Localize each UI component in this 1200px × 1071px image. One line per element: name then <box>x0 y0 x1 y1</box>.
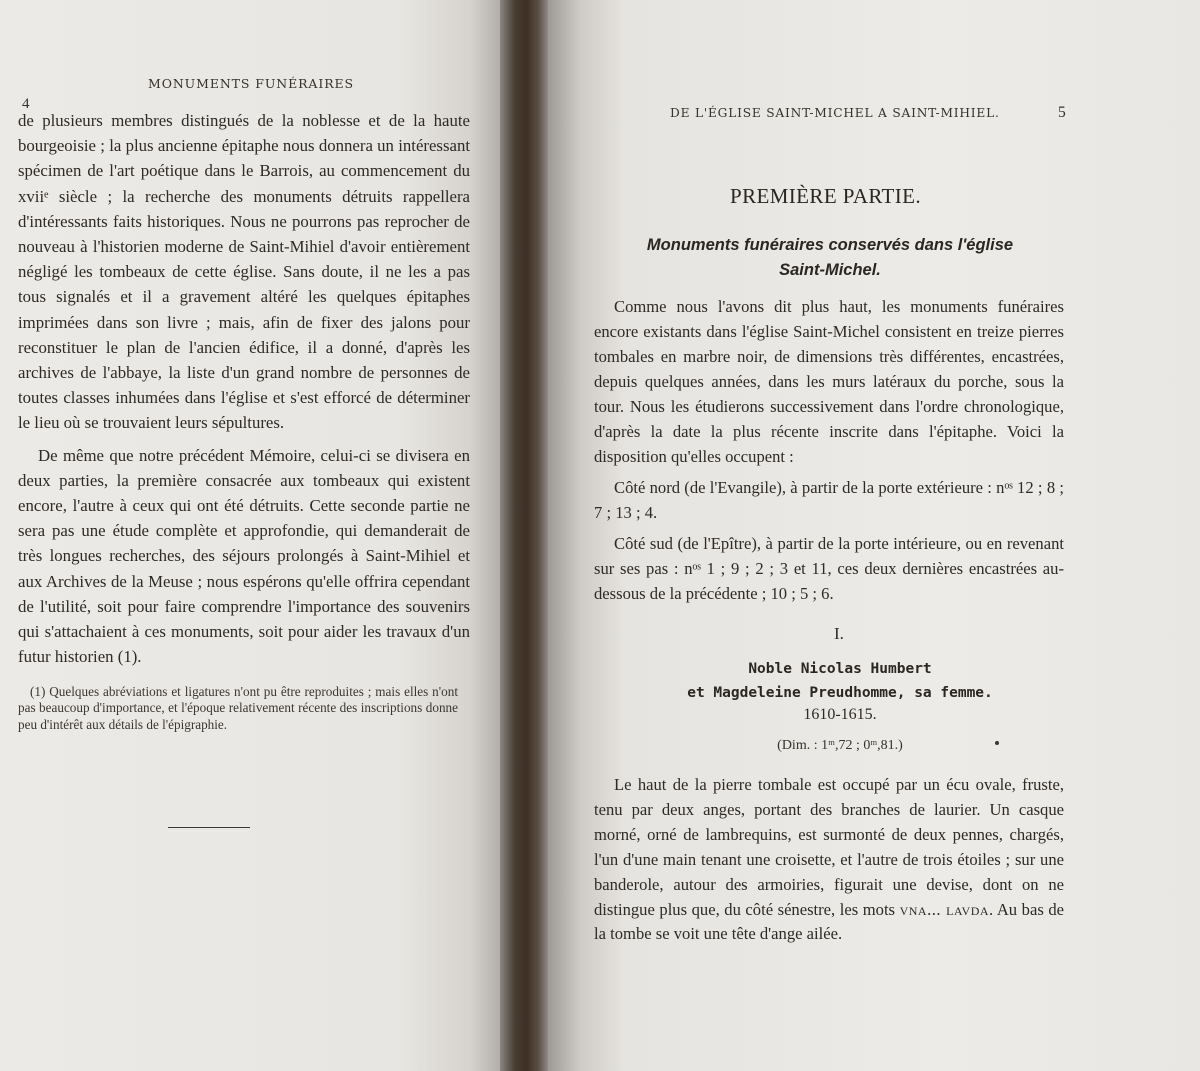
section-title <box>600 233 1060 283</box>
dimensions: (Dim. : 1ᵐ,72 ; 0ᵐ,81.) <box>777 738 903 753</box>
description-text-end: . Au bas de la tombe se voit une tête d'ange ailée. <box>594 899 1064 944</box>
section-number: I. <box>834 624 844 643</box>
right-paragraph-1: Comme nous l'avons dit plus haut, les monuments funéraires encore existants dans l'église Saint-Michel consistent en treize pierres tombales en marbre noir, de dimensions très différentes, encastrées, depuis quelques années, dans les murs latéraux du porche, sous la tour. Nous les étudierons successivement dans l'ordre chronologique, d'après la date la plus récente inscrite dans l'épitaphe. Voici la disposition qu'elles occupent : <box>594 297 1064 466</box>
left-body-text <box>18 108 470 676</box>
entry-title-line-2: et Magdeleine Preudhomme, sa femme. <box>687 685 993 701</box>
section-title-line-2: Saint-Michel. <box>779 261 881 279</box>
left-page-number: 4 <box>22 96 30 112</box>
part-title: PREMIÈRE PARTIE. <box>730 184 922 208</box>
footnote: (1) Quelques abréviations et ligatures n'ont pu être reproduites ; mais elles n'ont pas beaucoup d'importance, et l'époque relativement récente des inscriptions donne peu d'intérêt aux détails de l'épigraphie. <box>18 684 458 732</box>
entry-title <box>650 657 1030 705</box>
right-paragraph-3: Côté sud (de l'Epître), à partir de la porte intérieure, ou en revenant sur ses pas : nᵒˢ 1 ; 9 ; 2 ; 3 et 11, ces deux dernières encastrées au-dessous de la précédente ; 10 ; 5 ; 6. <box>594 534 1064 603</box>
entry-title-line-1: Noble Nicolas Humbert <box>748 661 932 677</box>
motto-words: vna... lavda <box>899 899 990 919</box>
book-gutter <box>500 0 548 1071</box>
ink-speck <box>995 741 999 745</box>
description-paragraph <box>594 773 1064 947</box>
footnote-end-rule <box>168 827 250 828</box>
left-running-head: MONUMENTS FUNÉRAIRES <box>148 76 355 91</box>
right-page-number: 5 <box>1058 104 1066 121</box>
entry-years: 1610-1615. <box>803 706 877 723</box>
left-paragraph-1: de plusieurs membres distingués de la noblesse et de la haute bourgeoisie ; la plus ancienne épitaphe nous donnera un intéressant spécimen de l'art poétique dans le Barrois, au commencement du xviiᵉ siècle ; la recherche des monuments détruits rappellera d'intéressants faits historiques. Nous ne pourrons pas reprocher de nouveau à l'historien moderne de Saint-Mihiel d'avoir entièrement négligé les tombeaux de cette église. Sans doute, il ne les a pas tous signalés et il a gravement altéré les quelques épitaphes imprimées dans son livre ; mais, afin de fixer des jalons pour reconstituer le plan de l'ancien édifice, il a donné, d'après les archives de l'abbaye, la liste d'un grand nombre de personnes de toutes classes inhumées dans l'église et s'est efforcé de déterminer le lieu où se trouvaient leurs sépultures. <box>18 111 470 433</box>
left-paragraph-2: De même que notre précédent Mémoire, celui-ci se divisera en deux parties, la première consacrée aux tombeaux qui existent encore, l'autre à ceux qui ont été détruits. Cette seconde partie ne sera pas une étude complète et approfondie, qui demanderait de très longues recherches, des séjours prolongés à Saint-Mihiel et aux Archives de la Meuse ; nous espérons qu'elle offrira cependant de l'utilité, soit pour faire comprendre l'importance des souvenirs qui s'attachaient à ces monuments, soit pour aider les travaux d'un futur historien (1). <box>18 445 470 667</box>
right-body-text <box>594 294 1064 612</box>
right-running-head: DE L'ÉGLISE SAINT-MICHEL A SAINT-MIHIEL. <box>670 106 1000 120</box>
right-paragraph-2: Côté nord (de l'Evangile), à partir de la porte extérieure : nᵒˢ 12 ; 8 ; 7 ; 13 ; 4. <box>594 478 1064 522</box>
description-text: Le haut de la pierre tombale est occupé par un écu ovale, fruste, tenu par deux anges, portant des branches de laurier. Un casque morné, orné de lambrequins, est surmonté de deux pennes, chargés, l'un d'une main tenant une croisette, et l'autre de trois étoiles ; sur une banderole, autour des armoiries, figurait une devise, dont on ne distingue plus que, du côté sénestre, les mots <box>594 775 1064 919</box>
section-title-line-1: Monuments funéraires conservés dans l'église <box>646 236 1014 254</box>
left-page <box>0 0 500 1071</box>
